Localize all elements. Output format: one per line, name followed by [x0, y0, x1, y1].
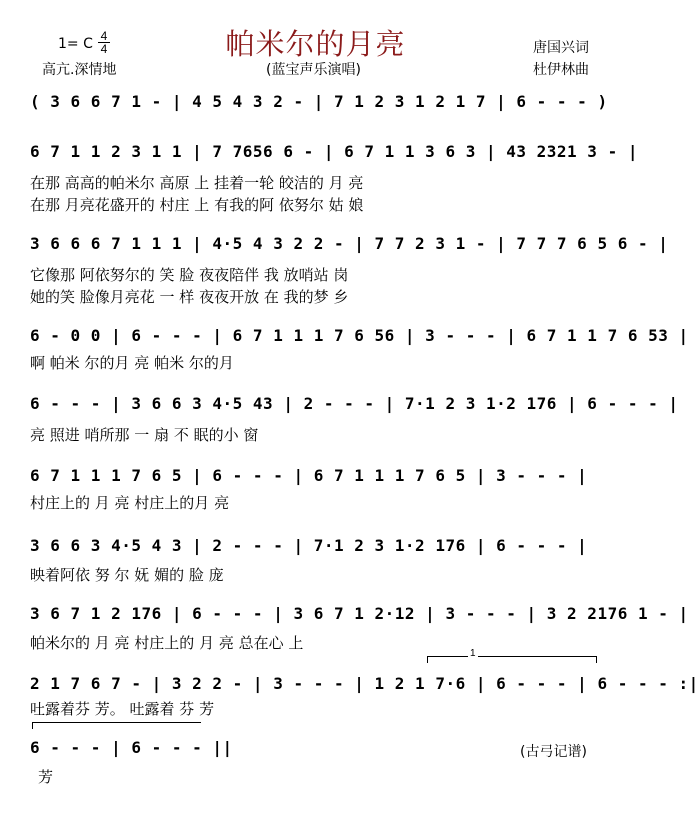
- score-system-6: [30, 466, 602, 518]
- notation-line: 3 6 6 3 4·5 4 3 | 2 - - - | 7·1 2 3 1·2 176 | 6 - - - |: [30, 536, 588, 555]
- score-system-10: [30, 738, 602, 790]
- score-system-4: [30, 326, 689, 378]
- notation-line: 6 - - - | 3 6 6 3 4·5 43 | 2 - - - | 7·1 2 3 1·2 176 | 6 - - - |: [30, 394, 679, 413]
- lyric-verse-2: 在那 月亮花盛开的 村庄 上 有我的阿 依努尔 姑 娘: [30, 196, 364, 214]
- notation-line: 6 7 1 1 1 7 6 5 | 6 - - - | 6 7 1 1 1 7 6 5 | 3 - - - |: [30, 466, 588, 485]
- score-system-2: [30, 142, 638, 216]
- composer: 杜伊林曲: [533, 62, 589, 78]
- notation-credit: (古弓记谱): [520, 744, 587, 760]
- time-signature: 4 4: [98, 30, 110, 55]
- style-marking: 高亢.深情地: [42, 62, 117, 78]
- score-system-3: [30, 234, 669, 308]
- lyricist: 唐国兴词: [533, 40, 589, 56]
- score-system-7: [30, 536, 602, 588]
- lyric-verse-2: 她的笑 脸像月亮花 一 样 夜夜开放 在 我的梦 乡: [30, 288, 349, 306]
- lyric-line: 芳: [38, 768, 54, 786]
- notation-line: 6 - - - | 6 - - - ||: [30, 738, 233, 757]
- score-system-1: [30, 92, 608, 122]
- score-system-5: [30, 394, 679, 446]
- volta-label: 1: [470, 648, 476, 659]
- key-signature: 1= C: [58, 36, 93, 52]
- lyric-line: 亮 照进 哨所那 一 扇 不 眠的小 窗: [30, 426, 259, 444]
- score-system-9: [30, 674, 699, 726]
- lyric-line: 村庄上的 月 亮 村庄上的月 亮: [30, 494, 230, 512]
- notation-line: 3 6 7 1 2 176 | 6 - - - | 3 6 7 1 2·12 | 3 - - - | 3 2 2176 1 - |: [30, 604, 689, 623]
- song-title: 帕米尔的月亮: [225, 27, 406, 61]
- notation-line: 6 - 0 0 | 6 - - - | 6 7 1 1 1 7 6 56 | 3 - - - | 6 7 1 1 7 6 53 |: [30, 326, 689, 345]
- lyric-line: 映着阿依 努 尔 妩 媚的 脸 庞: [30, 566, 224, 584]
- volta-bracket: [427, 648, 597, 663]
- notation-line: 2 1 7 6 7 - | 3 2 2 - | 3 - - - | 1 2 1 7·6 | 6 - - - | 6 - - - :|: [30, 674, 699, 693]
- lyric-verse-1: 在那 高高的帕米尔 高原 上 挂着一轮 皎洁的 月 亮: [30, 174, 364, 192]
- performer: (蓝宝声乐演唱): [266, 62, 361, 78]
- lyric-line: 啊 帕米 尔的月 亮 帕米 尔的月: [30, 354, 234, 372]
- volta-bracket-2: [32, 722, 201, 729]
- notation-line: ( 3 6 6 7 1 - | 4 5 4 3 2 - | 7 1 2 3 1 2 1 7 | 6 - - - ): [30, 92, 608, 111]
- notation-line: 6 7 1 1 2 3 1 1 | 7 7656 6 - | 6 7 1 1 3 6 3 | 43 2321 3 - |: [30, 142, 638, 161]
- score-system-8: [30, 604, 689, 656]
- lyric-line: 吐露着芬 芳。 吐露着 芬 芳: [30, 700, 215, 718]
- notation-line: 3 6 6 6 7 1 1 1 | 4·5 4 3 2 2 - | 7 7 2 3 1 - | 7 7 7 6 5 6 - |: [30, 234, 669, 253]
- lyric-verse-1: 它像那 阿依努尔的 笑 脸 夜夜陪伴 我 放哨站 岗: [30, 266, 349, 284]
- lyric-line: 帕米尔的 月 亮 村庄上的 月 亮 总在心 上: [30, 634, 304, 652]
